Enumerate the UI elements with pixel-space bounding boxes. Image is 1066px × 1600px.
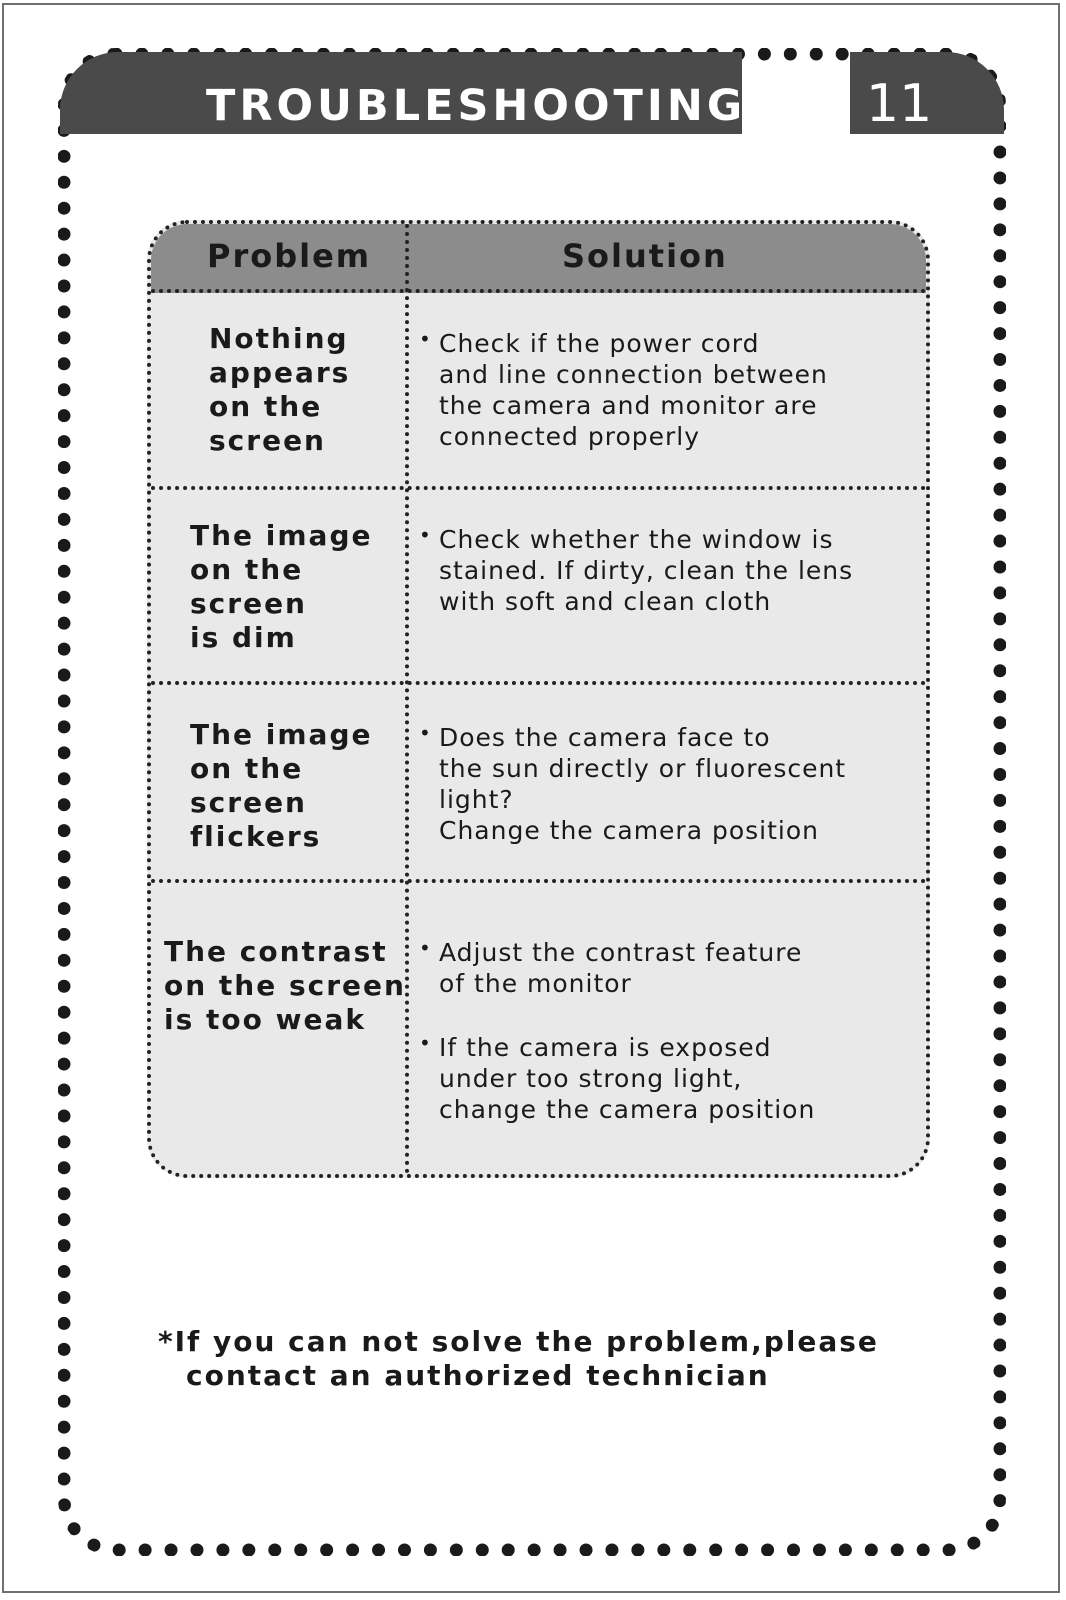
solution-line: and line connection between [439,360,828,389]
column-header-problem: Problem [207,237,372,275]
problem-line: appears [209,356,351,389]
bullet: • [419,523,431,547]
problem-cell [164,935,406,1037]
solution-line: stained. If dirty, clean the lens [439,556,854,585]
problem-line: screen [209,424,326,457]
problem-cell [190,718,372,854]
problem-line: on the [190,752,304,785]
solution-line: the camera and monitor are [439,391,818,420]
row-separator [151,486,926,490]
row-separator [151,681,926,685]
troubleshooting-table [147,220,930,1178]
problem-line: The image [190,718,373,751]
problem-line: on the [190,553,304,586]
solution-line: Does the camera face to [439,723,771,752]
solution-cell [439,722,846,846]
solution-cell [439,524,853,617]
bullet: • [419,936,431,960]
problem-cell [190,519,372,655]
footnote-line: contact an authorized technician [186,1359,770,1392]
solution-line: of the monitor [439,969,632,998]
bullet: • [419,1031,431,1055]
problem-line: The contrast [164,935,388,968]
column-header-solution: Solution [562,237,728,275]
problem-line: screen [190,786,307,819]
solution-line: under too strong light, [439,1064,743,1093]
solution-line: light? [439,785,514,814]
solution-line: Check whether the window is [439,525,834,554]
bullet: • [419,327,431,351]
row-separator [151,879,926,883]
solution-cell [439,1032,815,1125]
bullet: • [419,721,431,745]
problem-line: on the screen [164,969,406,1002]
solution-line: Check if the power cord [439,329,760,358]
page-number: 11 [866,74,933,134]
solution-cell [439,328,828,452]
problem-line: Nothing [209,322,349,355]
solution-line: Adjust the contrast feature [439,938,803,967]
problem-line: on the [209,390,323,423]
footnote-line: *If you can not solve the problem,please [158,1325,879,1358]
problem-line: screen [190,587,307,620]
solution-line: If the camera is exposed [439,1033,772,1062]
solution-line: Change the camera position [439,816,820,845]
problem-line: is dim [190,621,297,654]
solution-line: with soft and clean cloth [439,587,772,616]
page-title: TROUBLESHOOTING [206,81,747,131]
footnote [158,1325,879,1393]
solution-line: change the camera position [439,1095,816,1124]
problem-line: is too weak [164,1003,366,1036]
problem-cell [209,322,350,458]
problem-line: The image [190,519,373,552]
solution-line: connected properly [439,422,701,451]
solution-cell [439,937,802,999]
problem-line: flickers [190,820,322,853]
solution-line: the sun directly or fluorescent [439,754,847,783]
